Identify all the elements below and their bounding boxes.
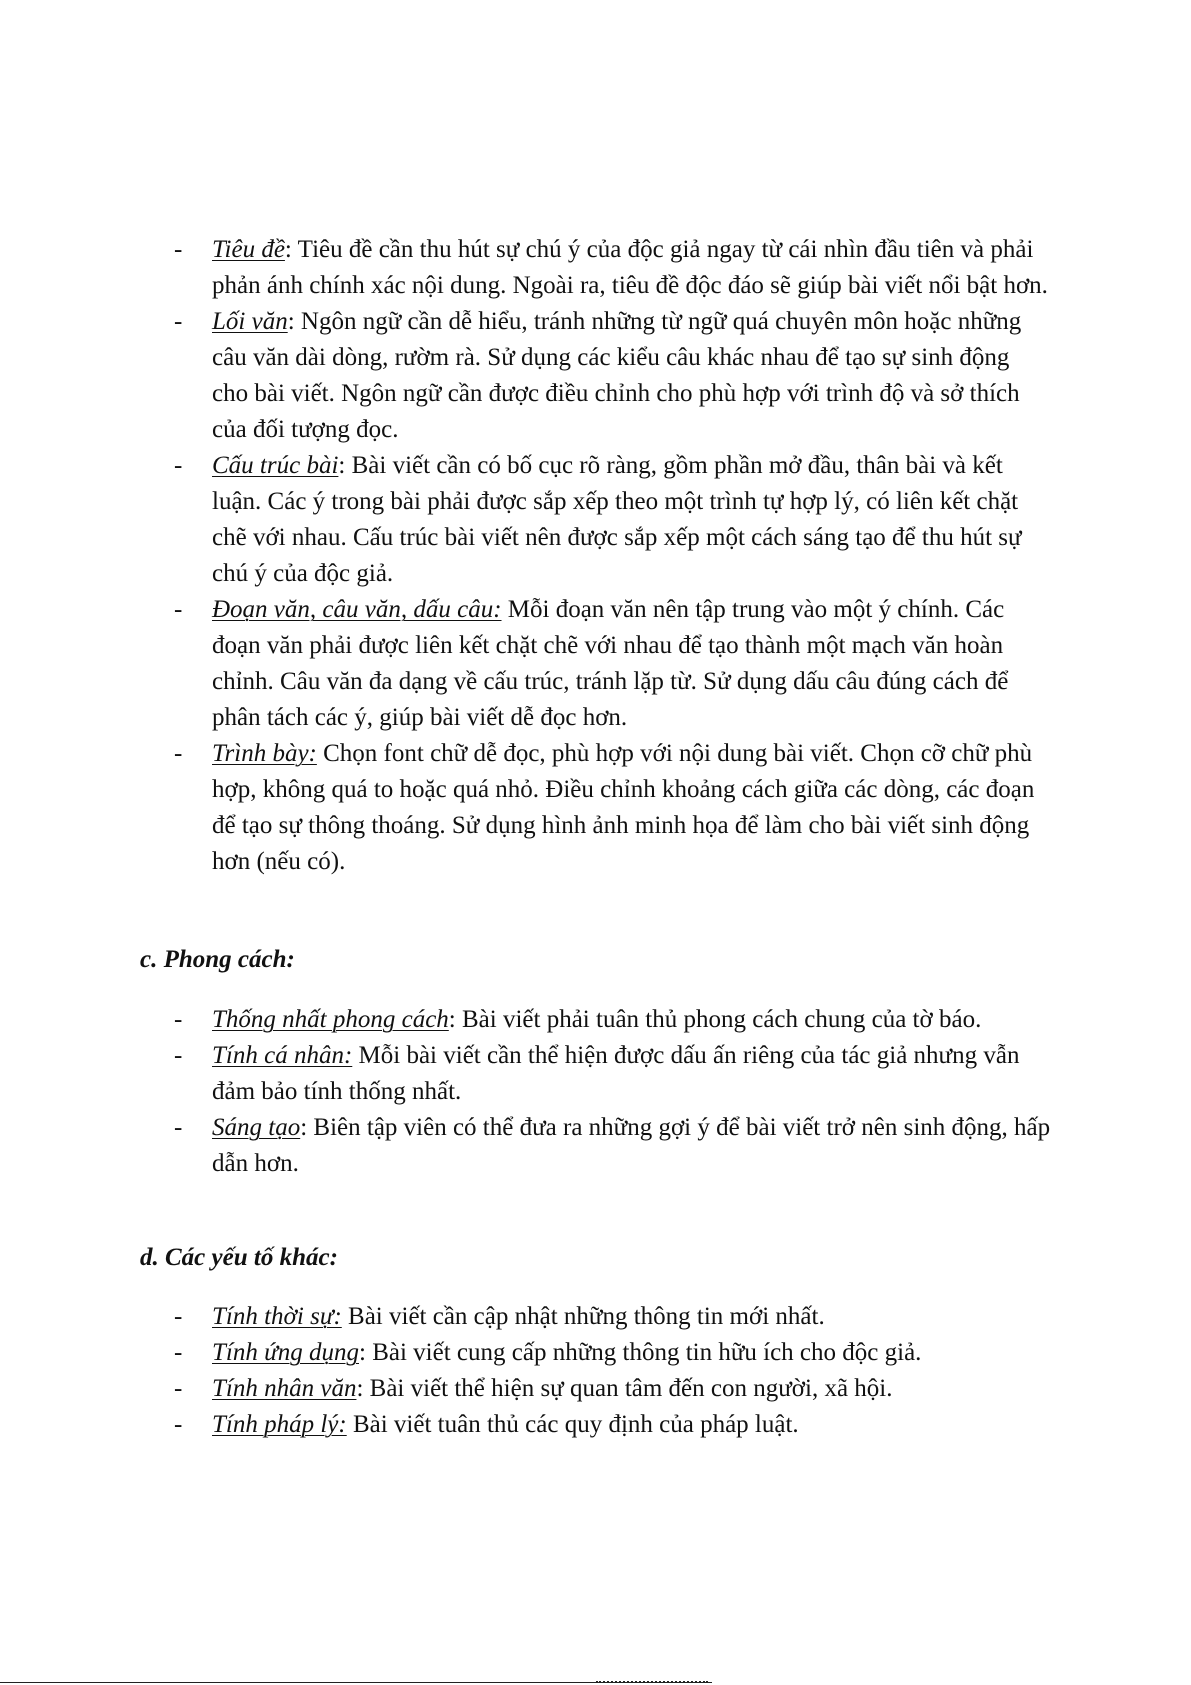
list-item <box>0 1335 1191 1371</box>
list-item <box>0 304 1191 448</box>
list-item <box>0 736 1191 880</box>
bullet-dash: - <box>174 1303 183 1330</box>
list-item <box>0 1002 1191 1038</box>
bullet-dash: - <box>174 1006 183 1033</box>
item-sep: : <box>356 1375 364 1402</box>
item-term: Tính thời sự: <box>212 1303 342 1330</box>
section-d-heading: d. Các yếu tố khác: <box>140 1244 338 1271</box>
list-item <box>0 1407 1191 1443</box>
item-text: Bài viết tuân thủ các quy định của pháp luật. <box>346 1411 799 1438</box>
item-sep: : <box>359 1339 366 1366</box>
section-b-list <box>0 232 1191 880</box>
footer-dotted-rule <box>596 1681 708 1683</box>
item-term: Sáng tạo <box>212 1114 301 1141</box>
list-item <box>0 448 1191 592</box>
item-text: Mỗi đoạn văn nên tập trung vào một ý chính. Các đoạn văn phải được liên kết chặt chẽ với nhau để tạo thành một mạch văn hoàn chỉnh. Câu văn đa dạng về cấu trúc, tránh lặp từ. Sử dụng dấu câu đúng cách để phân tách các ý, giúp bài viết dễ đọc hơn. <box>212 596 1009 731</box>
item-text: Biên tập viên có thể đưa ra những gợi ý để bài viết trở nên sinh động, hấp dẫn hơn. <box>212 1114 1051 1177</box>
list-item <box>0 1038 1191 1110</box>
item-term: Tính ứng dụng <box>212 1339 359 1366</box>
item-text: Mỗi bài viết cần thể hiện được dấu ấn riêng của tác giả nhưng vẫn đảm bảo tính thống nhất. <box>212 1042 1020 1105</box>
list-item <box>0 1110 1191 1182</box>
item-term: Trình bày: <box>212 740 317 767</box>
item-sep: : <box>338 452 346 479</box>
item-text: Bài viết cần có bố cục rõ ràng, gồm phần mở đầu, thân bài và kết luận. Các ý trong bài phải được sắp xếp theo một trình tự hợp lý, có liên kết chặt chẽ với nhau. Cấu trúc bài viết nên được sắp xếp một cách sáng tạo để thu hút sự chú ý của độc giả. <box>212 452 1022 587</box>
item-term: Tiêu đề <box>212 236 285 263</box>
item-sep: : <box>300 1114 308 1141</box>
item-text: Chọn font chữ dễ đọc, phù hợp với nội dung bài viết. Chọn cỡ chữ phù hợp, không quá to hoặc quá nhỏ. Điều chỉnh khoảng cách giữa các dòng, các đoạn để tạo sự thông thoáng. Sử dụng hình ảnh minh họa để làm cho bài viết sinh động hơn (nếu có). <box>212 740 1035 875</box>
item-term: Tính cá nhân: <box>212 1042 353 1069</box>
item-text: Tiêu đề cần thu hút sự chú ý của độc giả ngay từ cái nhìn đầu tiên và phải phản ánh chính xác nội dung. Ngoài ra, tiêu đề độc đáo sẽ giúp bài viết nổi bật hơn. <box>212 236 1048 299</box>
item-text: Ngôn ngữ cần dễ hiểu, tránh những từ ngữ quá chuyên môn hoặc những câu văn dài dòng, rườm rà. Sử dụng các kiểu câu khác nhau để tạo sự sinh động cho bài viết. Ngôn ngữ cần được điều chỉnh cho phù hợp với trình độ và sở thích của đối tượng đọc. <box>212 308 1022 443</box>
list-item <box>0 1299 1191 1335</box>
bullet-dash: - <box>174 1114 183 1141</box>
section-c <box>0 1002 1191 1182</box>
item-term: Cấu trúc bài <box>212 452 339 479</box>
item-sep: : <box>284 236 292 263</box>
item-text: Bài viết cần cập nhật những thông tin mới nhất. <box>341 1303 825 1330</box>
bullet-dash: - <box>174 1411 183 1438</box>
item-text: Bài viết thể hiện sự quan tâm đến con người, xã hội. <box>363 1375 893 1402</box>
bullet-dash: - <box>174 1375 183 1402</box>
item-sep: : <box>287 308 295 335</box>
item-term: Tính pháp lý: <box>212 1411 347 1438</box>
bullet-dash: - <box>174 740 183 767</box>
item-term: Đoạn văn, câu văn, dấu câu: <box>212 596 502 623</box>
item-text: Bài viết cung cấp những thông tin hữu ích cho độc giả. <box>365 1339 922 1366</box>
item-sep: : <box>448 1006 456 1033</box>
list-item <box>0 232 1191 304</box>
list-item <box>0 592 1191 736</box>
section-c-heading: c. Phong cách: <box>140 946 295 973</box>
item-term: Lối văn <box>212 308 288 335</box>
section-b <box>0 232 1191 880</box>
section-d-list <box>0 1299 1191 1443</box>
item-term: Thống nhất phong cách <box>212 1006 449 1033</box>
bullet-dash: - <box>174 1042 183 1069</box>
bullet-dash: - <box>174 308 183 335</box>
item-term: Tính nhân văn <box>212 1375 357 1402</box>
bullet-dash: - <box>174 596 183 623</box>
bullet-dash: - <box>174 236 183 263</box>
item-text: Bài viết phải tuân thủ phong cách chung của tờ báo. <box>455 1006 982 1033</box>
bullet-dash: - <box>174 1339 183 1366</box>
section-c-list <box>0 1002 1191 1182</box>
section-d <box>0 1299 1191 1443</box>
list-item <box>0 1371 1191 1407</box>
bullet-dash: - <box>174 452 183 479</box>
